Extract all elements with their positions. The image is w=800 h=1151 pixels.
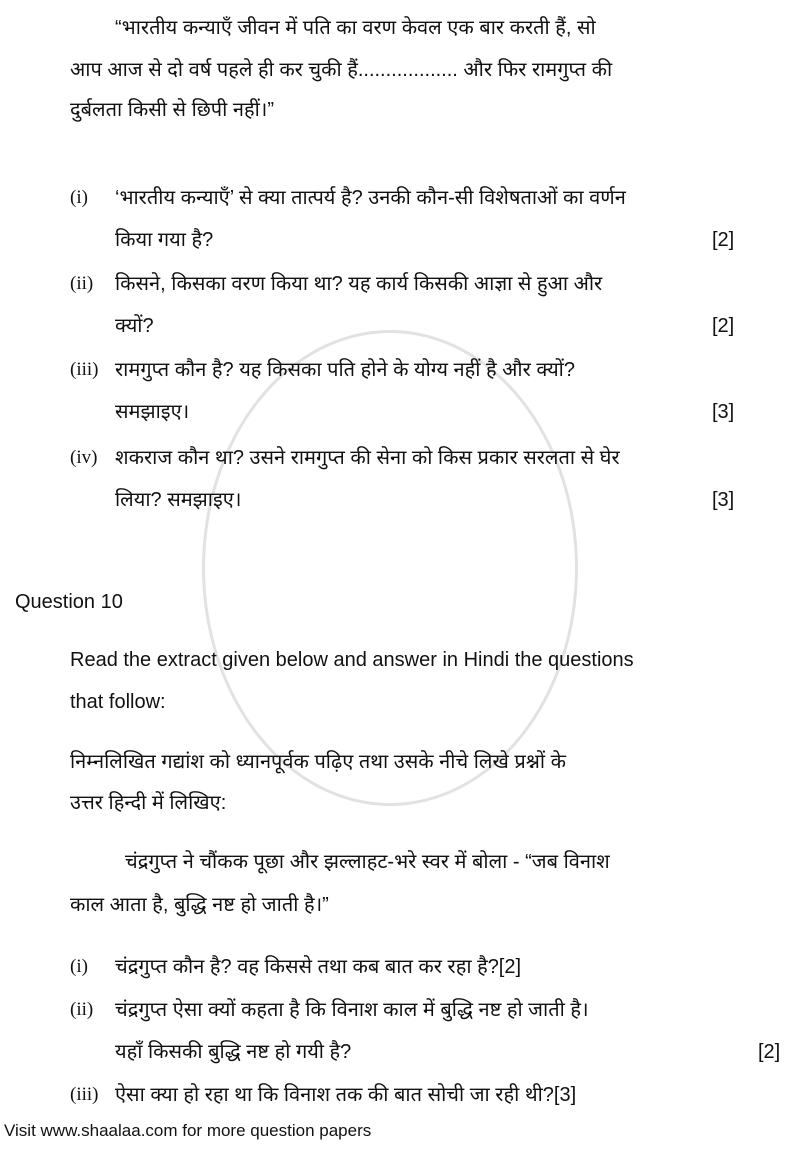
- item-number: (iii): [70, 1084, 99, 1105]
- watermark-circle: [202, 330, 578, 806]
- item-text: किसने, किसका वरण किया था? यह कार्य किसकी आज्ञा से हुआ और: [115, 273, 603, 295]
- extract-line: काल आता है, बुद्धि नष्ट हो जाती है।”: [70, 894, 329, 916]
- item-text: किया गया है?: [115, 229, 214, 251]
- passage-line: दुर्बलता किसी से छिपी नहीं।”: [70, 99, 275, 121]
- item-text: ऐसा क्या हो रहा था कि विनाश तक की बात सोची जा रही थी?[3]: [115, 1084, 577, 1106]
- item-number: (iii): [70, 359, 99, 380]
- item-text: यहाँ किसकी बुद्धि नष्ट हो गयी है?: [115, 1041, 352, 1063]
- instruction-english: Read the extract given below and answer in Hindi the questions: [70, 649, 634, 671]
- item-text: ‘भारतीय कन्याएँ’ से क्या तात्पर्य है? उनकी कौन-सी विशेषताओं का वर्णन: [115, 187, 626, 209]
- passage-line: “भारतीय कन्याएँ जीवन में पति का वरण केवल एक बार करती हैं, सो: [115, 17, 596, 39]
- item-text: लिया? समझाइए।: [115, 489, 242, 511]
- question-heading: Question 10: [15, 591, 123, 613]
- item-text: रामगुप्त कौन है? यह किसका पति होने के योग्य नहीं है और क्यों?: [115, 359, 575, 381]
- instruction-english: that follow:: [70, 691, 166, 713]
- instruction-hindi: निम्नलिखित गद्यांश को ध्यानपूर्वक पढ़िए तथा उसके नीचे लिखे प्रश्नों के: [70, 751, 566, 773]
- item-text: चंद्रगुप्त ऐसा क्यों कहता है कि विनाश काल में बुद्धि नष्ट हो जाती है।: [115, 999, 589, 1021]
- marks: [2]: [712, 229, 735, 251]
- item-number: (i): [70, 956, 88, 977]
- item-number: (iv): [70, 447, 98, 468]
- item-text: क्यों?: [115, 315, 154, 337]
- marks: [3]: [712, 401, 735, 423]
- instruction-hindi: उत्तर हिन्दी में लिखिए:: [70, 792, 227, 814]
- item-text: शकराज कौन था? उसने रामगुप्त की सेना को किस प्रकार सरलता से घेर: [115, 447, 620, 469]
- item-text: समझाइए।: [115, 401, 190, 423]
- extract-line: चंद्रगुप्त ने चौंकक पूछा और झल्लाहट-भरे स्वर में बोला - “जब विनाश: [125, 851, 610, 873]
- item-number: (i): [70, 187, 88, 208]
- item-text: चंद्रगुप्त कौन है? वह किससे तथा कब बात कर रहा है?[2]: [115, 956, 522, 978]
- item-number: (ii): [70, 273, 94, 294]
- footer-link[interactable]: Visit www.shaalaa.com for more question papers: [4, 1121, 372, 1140]
- marks: [2]: [712, 315, 735, 337]
- item-number: (ii): [70, 999, 94, 1020]
- marks: [3]: [712, 489, 735, 511]
- marks: [2]: [758, 1041, 781, 1063]
- passage-line: आप आज से दो वर्ष पहले ही कर चुकी हैं.................. और फिर रामगुप्त की: [70, 59, 613, 81]
